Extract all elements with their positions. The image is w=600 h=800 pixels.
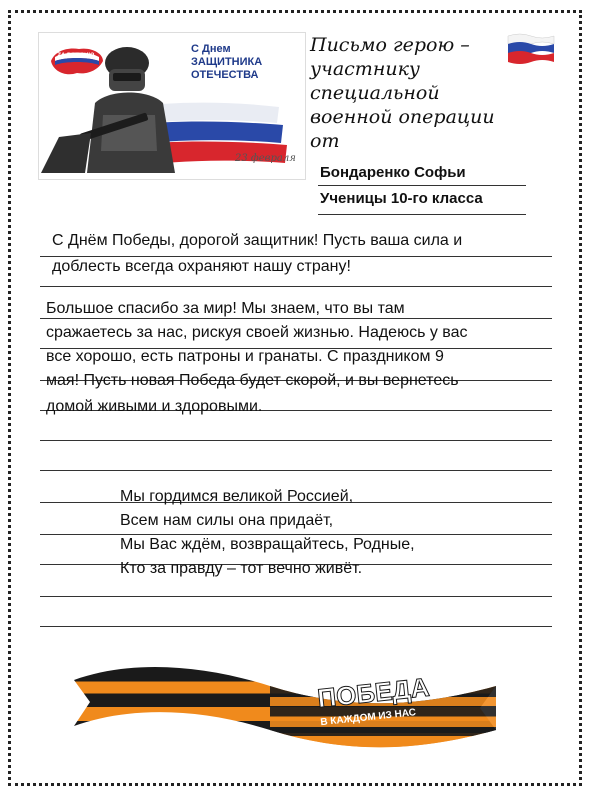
ruled-line: [40, 318, 552, 319]
ruled-line: [40, 626, 552, 627]
ribbon-subtitle: В КАЖДОМ ИЗ НАС: [319, 707, 417, 729]
letter-line: домой живыми и здоровыми.: [46, 398, 263, 415]
st-george-ribbon: [70, 650, 500, 760]
author-name: Бондаренко Софьи: [320, 164, 466, 181]
ruled-line: [40, 470, 552, 471]
signature-rule: [318, 214, 526, 215]
poster-date: 23 февраля: [235, 153, 296, 164]
poem-line: Кто за правду – тот вечно живёт.: [120, 560, 363, 577]
heading-line: от: [310, 130, 340, 152]
ruled-line: [40, 596, 552, 597]
poem-line: Мы гордимся великой Россией,: [120, 488, 354, 505]
letter-line: Большое спасибо за мир! Мы знаем, что вы там: [46, 300, 405, 317]
letter-line: сражаетесь за нас, рискуя своей жизнью. Надеюсь у вас: [46, 324, 468, 341]
russia-flag-icon: [506, 32, 556, 66]
author-class: Ученицы 10-го класса: [320, 190, 483, 207]
poem-line: Мы Вас ждём, возвращайтесь, Родные,: [120, 536, 415, 553]
ribbon-title: ПОБЕДА: [315, 671, 431, 714]
ruled-line: [40, 286, 552, 287]
poem-line: Всем нам силы она придаёт,: [120, 512, 334, 529]
letter-line: все хорошо, есть патроны и гранаты. С праздником 9: [46, 348, 444, 365]
ruled-line: [40, 534, 552, 535]
heading-line: специальной: [310, 82, 440, 104]
poster-map-label: ZA РОССИЮ: [57, 53, 95, 59]
defender-day-poster: [38, 32, 306, 180]
ruled-line: [40, 256, 552, 257]
greeting-line: доблесть всегда охраняют нашу страну!: [52, 258, 351, 275]
poster-title: С Днем ЗАЩИТНИКА ОТЕЧЕСТВА: [191, 43, 263, 81]
heading-line: участнику: [310, 58, 420, 80]
signature-rule: [318, 185, 526, 186]
ruled-line: [40, 440, 552, 441]
greeting-line: С Днём Победы, дорогой защитник! Пусть ваша сила и: [52, 232, 463, 249]
russia-map-icon: [49, 43, 105, 79]
heading-line: военной операции: [310, 106, 495, 128]
heading-line: Письмо герою –: [310, 34, 470, 56]
letter-line: мая! Пусть новая Победа будет скорой, и вы вернетесь: [46, 372, 459, 389]
